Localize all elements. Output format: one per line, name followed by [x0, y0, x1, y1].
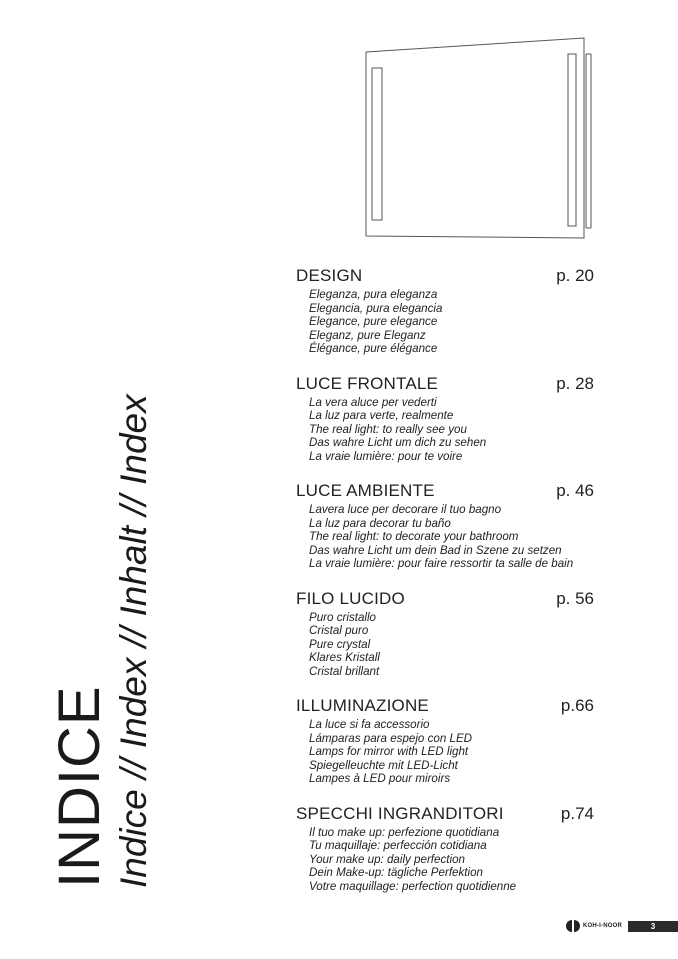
footer-logo — [566, 920, 622, 932]
list-item: Votre maquillage: perfection quotidienne — [309, 879, 517, 893]
section-page: p. 46 — [556, 481, 594, 500]
section-page: p. 20 — [556, 266, 594, 285]
list-item: Eleganza, pura eleganza — [309, 288, 438, 301]
list-item: La luz para decorar tu baño — [309, 516, 451, 530]
list-item: Élégance, pure élégance — [309, 342, 438, 356]
toc-section-luce-ambiente[interactable] — [296, 481, 594, 589]
section-title: DESIGN — [296, 266, 363, 285]
page-title: INDICE — [47, 685, 112, 888]
section-title: ILLUMINAZIONE — [296, 696, 429, 715]
list-item: The real light: to really see you — [309, 422, 467, 436]
section-title: LUCE FRONTALE — [296, 373, 439, 393]
list-item: Lavera luce per decorare il tuo bagno — [309, 503, 502, 516]
list-item: La vraie lumière: pour faire ressortir ta salle de bain — [309, 557, 574, 571]
list-item: Cristal brillant — [309, 664, 380, 678]
toc-section-illuminazione[interactable] — [296, 696, 594, 804]
list-item: La vraie lumière: pour te voire — [309, 449, 463, 463]
list-item: Elegance, pure elegance — [309, 315, 438, 329]
list-item: Lampes à LED pour miroirs — [309, 772, 451, 786]
list-item: The real light: to decorate your bathroom — [309, 530, 519, 544]
list-item: La luz para verte, realmente — [309, 409, 454, 423]
list-item: Spiegelleuchte mit LED-Licht — [309, 758, 458, 772]
list-item: Elegancia, pura elegancia — [309, 301, 443, 315]
footer-brand: KOH-I-NOOR — [583, 923, 622, 929]
toc-section-specchi-ingranditori[interactable] — [296, 804, 594, 912]
list-item: Lámparas para espejo con LED — [309, 731, 473, 745]
list-item: Tu maquillaje: perfección cotidiana — [309, 839, 487, 853]
page-subtitle: Indice // Index // Inhalt // Index — [113, 394, 154, 888]
section-title: FILO LUCIDO — [296, 588, 405, 608]
vertical-title-block — [47, 394, 156, 888]
section-page: p. 56 — [556, 588, 594, 608]
list-item: Eleganz, pure Eleganz — [309, 328, 426, 342]
list-item: Das wahre Licht um dich zu sehen — [309, 436, 487, 450]
toc-section-filo-lucido[interactable] — [296, 589, 594, 697]
list-item: Dein Make-up: tägliche Perfektion — [309, 866, 483, 880]
section-page: p.66 — [560, 696, 594, 715]
list-item: La luce si fa accessorio — [309, 718, 430, 731]
section-page: p.74 — [560, 803, 594, 823]
list-item: Das wahre Licht um dein Bad in Szene zu setzen — [309, 543, 562, 557]
section-page: p. 28 — [556, 373, 594, 393]
koh-i-noor-logo-icon — [566, 920, 580, 932]
list-item: Your make up: daily perfection — [309, 852, 465, 866]
list-item: Puro cristallo — [309, 610, 377, 624]
list-item: Cristal puro — [309, 624, 369, 638]
section-title: LUCE AMBIENTE — [296, 481, 435, 500]
section-title: SPECCHI INGRANDITORI — [296, 803, 504, 823]
list-item: Pure crystal — [309, 637, 371, 651]
list-item: Lamps for mirror with LED light — [309, 745, 469, 759]
mirror-illustration — [360, 34, 600, 244]
table-of-contents — [296, 266, 594, 911]
toc-section-design[interactable] — [296, 266, 594, 374]
list-item: Il tuo make up: perfezione quotidiana — [309, 825, 500, 839]
page-number: 3 — [628, 921, 678, 932]
list-item: La vera aluce per vederti — [309, 395, 437, 409]
toc-section-luce-frontale[interactable] — [296, 374, 594, 482]
list-item: Klares Kristall — [309, 651, 380, 665]
